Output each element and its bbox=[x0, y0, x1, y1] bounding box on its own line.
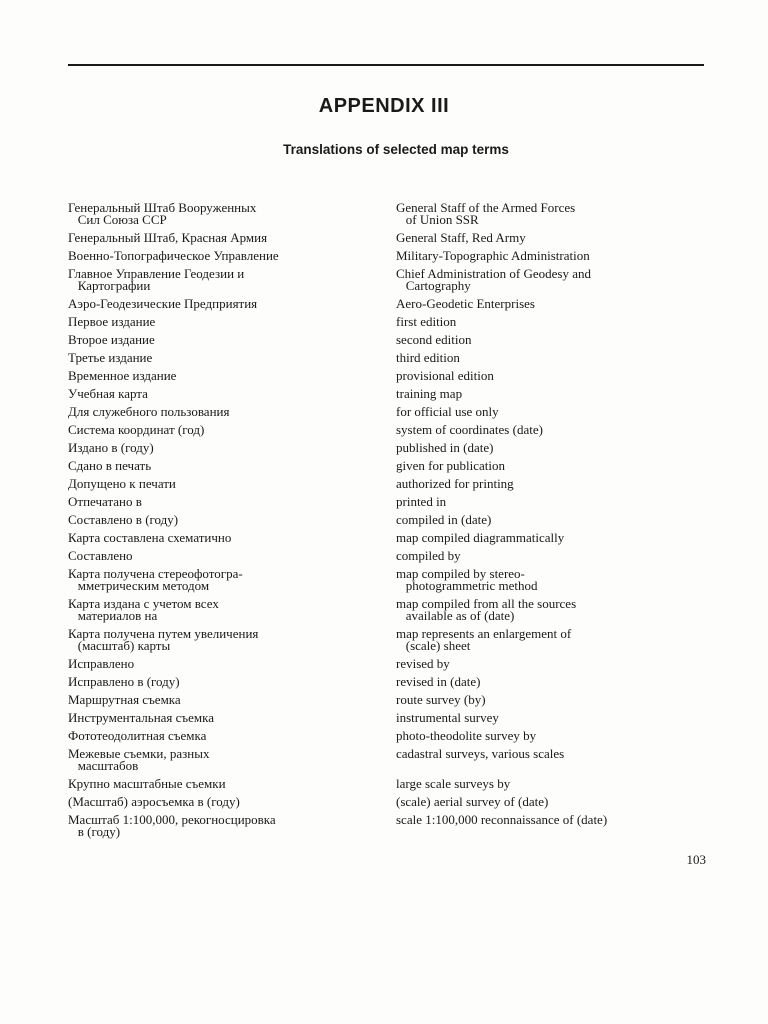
english-translation: Aero-Geodetic Enterprises bbox=[396, 296, 535, 311]
russian-term: Для служебного пользования bbox=[68, 404, 230, 419]
page-subtitle: Translations of selected map terms bbox=[283, 142, 509, 157]
russian-term: Масштаб 1:100,000, рекогносцировка в (году) bbox=[68, 812, 276, 839]
russian-term: Карта получена путем увеличения (масштаб) карты bbox=[68, 626, 259, 653]
term-row bbox=[68, 232, 708, 244]
english-translation: compiled in (date) bbox=[396, 512, 492, 527]
english-translation: Chief Administration of Geodesy and Cartography bbox=[396, 266, 591, 293]
english-translation: large scale surveys by bbox=[396, 776, 511, 791]
term-row bbox=[68, 496, 708, 508]
top-rule bbox=[68, 64, 704, 66]
russian-term: Учебная карта bbox=[68, 386, 148, 401]
english-translation: instrumental survey bbox=[396, 710, 499, 725]
russian-term: Отпечатано в bbox=[68, 494, 142, 509]
term-row bbox=[68, 202, 708, 226]
english-translation: for official use only bbox=[396, 404, 499, 419]
russian-term: Карта получена стереофотогра- мметрическим методом bbox=[68, 566, 243, 593]
page-number: 103 bbox=[686, 852, 706, 867]
russian-term: Издано в (году) bbox=[68, 440, 154, 455]
term-row bbox=[68, 712, 708, 724]
russian-term: Аэро-Геодезические Предприятия bbox=[68, 296, 258, 311]
english-translation: Military-Topographic Administration bbox=[396, 248, 590, 263]
term-row bbox=[68, 532, 708, 544]
english-translation: route survey (by) bbox=[396, 692, 486, 707]
english-translation: provisional edition bbox=[396, 368, 494, 383]
term-row bbox=[68, 778, 708, 790]
russian-term: Система координат (год) bbox=[68, 422, 205, 437]
english-translation: map represents an enlargement of (scale) sheet bbox=[396, 626, 572, 653]
russian-term: Исправлено bbox=[68, 656, 135, 671]
english-translation: training map bbox=[396, 386, 463, 401]
russian-term: Первое издание bbox=[68, 314, 156, 329]
page-title: APPENDIX III bbox=[318, 95, 450, 117]
english-translation: General Staff, Red Army bbox=[396, 230, 526, 245]
english-translation: compiled by bbox=[396, 548, 461, 563]
russian-term: Сдано в печать bbox=[68, 458, 152, 473]
term-row bbox=[68, 694, 708, 706]
term-row bbox=[68, 424, 708, 436]
term-row bbox=[68, 814, 708, 838]
english-translation: scale 1:100,000 reconnaissance of (date) bbox=[396, 812, 608, 827]
term-row bbox=[68, 370, 708, 382]
english-translation: third edition bbox=[396, 350, 460, 365]
english-translation: map compiled by stereo- photogrammetric method bbox=[396, 566, 538, 593]
term-row bbox=[68, 334, 708, 346]
russian-term: Карта издана с учетом всех материалов на bbox=[68, 596, 219, 623]
english-translation: printed in bbox=[396, 494, 447, 509]
english-translation: first edition bbox=[396, 314, 457, 329]
russian-term: Фототеодолитная съемка bbox=[68, 728, 207, 743]
russian-term: Военно-Топографическое Управление bbox=[68, 248, 279, 263]
term-row bbox=[68, 460, 708, 472]
english-translation: map compiled from all the sources available as of (date) bbox=[396, 596, 577, 623]
english-translation: map compiled diagrammatically bbox=[396, 530, 565, 545]
russian-term: Третье издание bbox=[68, 350, 153, 365]
english-translation: cadastral surveys, various scales bbox=[396, 746, 565, 761]
term-row bbox=[68, 316, 708, 328]
term-row bbox=[68, 268, 708, 292]
term-row bbox=[68, 514, 708, 526]
russian-term: Главное Управление Геодезии и Картографии bbox=[68, 266, 245, 293]
russian-term: Маршрутная съемка bbox=[68, 692, 181, 707]
term-row bbox=[68, 442, 708, 454]
russian-term: Межевые съемки, разных масштабов bbox=[68, 746, 210, 773]
term-row bbox=[68, 406, 708, 418]
russian-term: Карта составлена схематично bbox=[68, 530, 232, 545]
term-row bbox=[68, 730, 708, 742]
russian-term: Составлено bbox=[68, 548, 133, 563]
english-translation: revised by bbox=[396, 656, 450, 671]
english-translation: General Staff of the Armed Forces of Union SSR bbox=[396, 200, 576, 227]
english-translation: revised in (date) bbox=[396, 674, 481, 689]
russian-term: Составлено в (году) bbox=[68, 512, 179, 527]
term-row bbox=[68, 352, 708, 364]
russian-term: Инструментальная съемка bbox=[68, 710, 215, 725]
russian-term: Генеральный Штаб, Красная Армия bbox=[68, 230, 268, 245]
term-row bbox=[68, 796, 708, 808]
term-row bbox=[68, 388, 708, 400]
english-translation: authorized for printing bbox=[396, 476, 514, 491]
english-translation: (scale) aerial survey of (date) bbox=[396, 794, 549, 809]
term-row bbox=[68, 250, 708, 262]
term-row bbox=[68, 628, 708, 652]
russian-term: Временное издание bbox=[68, 368, 177, 383]
term-row bbox=[68, 478, 708, 490]
russian-term: Второе издание bbox=[68, 332, 155, 347]
russian-term: Исправлено в (году) bbox=[68, 674, 180, 689]
term-row bbox=[68, 658, 708, 670]
russian-term: Допущено к печати bbox=[68, 476, 176, 491]
english-translation: published in (date) bbox=[396, 440, 494, 455]
term-row bbox=[68, 550, 708, 562]
russian-term: Генеральный Штаб Вооруженных Сил Союза ССР bbox=[68, 200, 257, 227]
english-translation: given for publication bbox=[396, 458, 506, 473]
term-row bbox=[68, 748, 708, 772]
term-row bbox=[68, 676, 708, 688]
term-row bbox=[68, 598, 708, 622]
term-row bbox=[68, 298, 708, 310]
term-row bbox=[68, 568, 708, 592]
english-translation: system of coordinates (date) bbox=[396, 422, 543, 437]
english-translation: second edition bbox=[396, 332, 472, 347]
english-translation: photo-theodolite survey by bbox=[396, 728, 537, 743]
russian-term: Крупно масштабные съемки bbox=[68, 776, 226, 791]
russian-term: (Масштаб) аэросъемка в (году) bbox=[68, 794, 240, 809]
